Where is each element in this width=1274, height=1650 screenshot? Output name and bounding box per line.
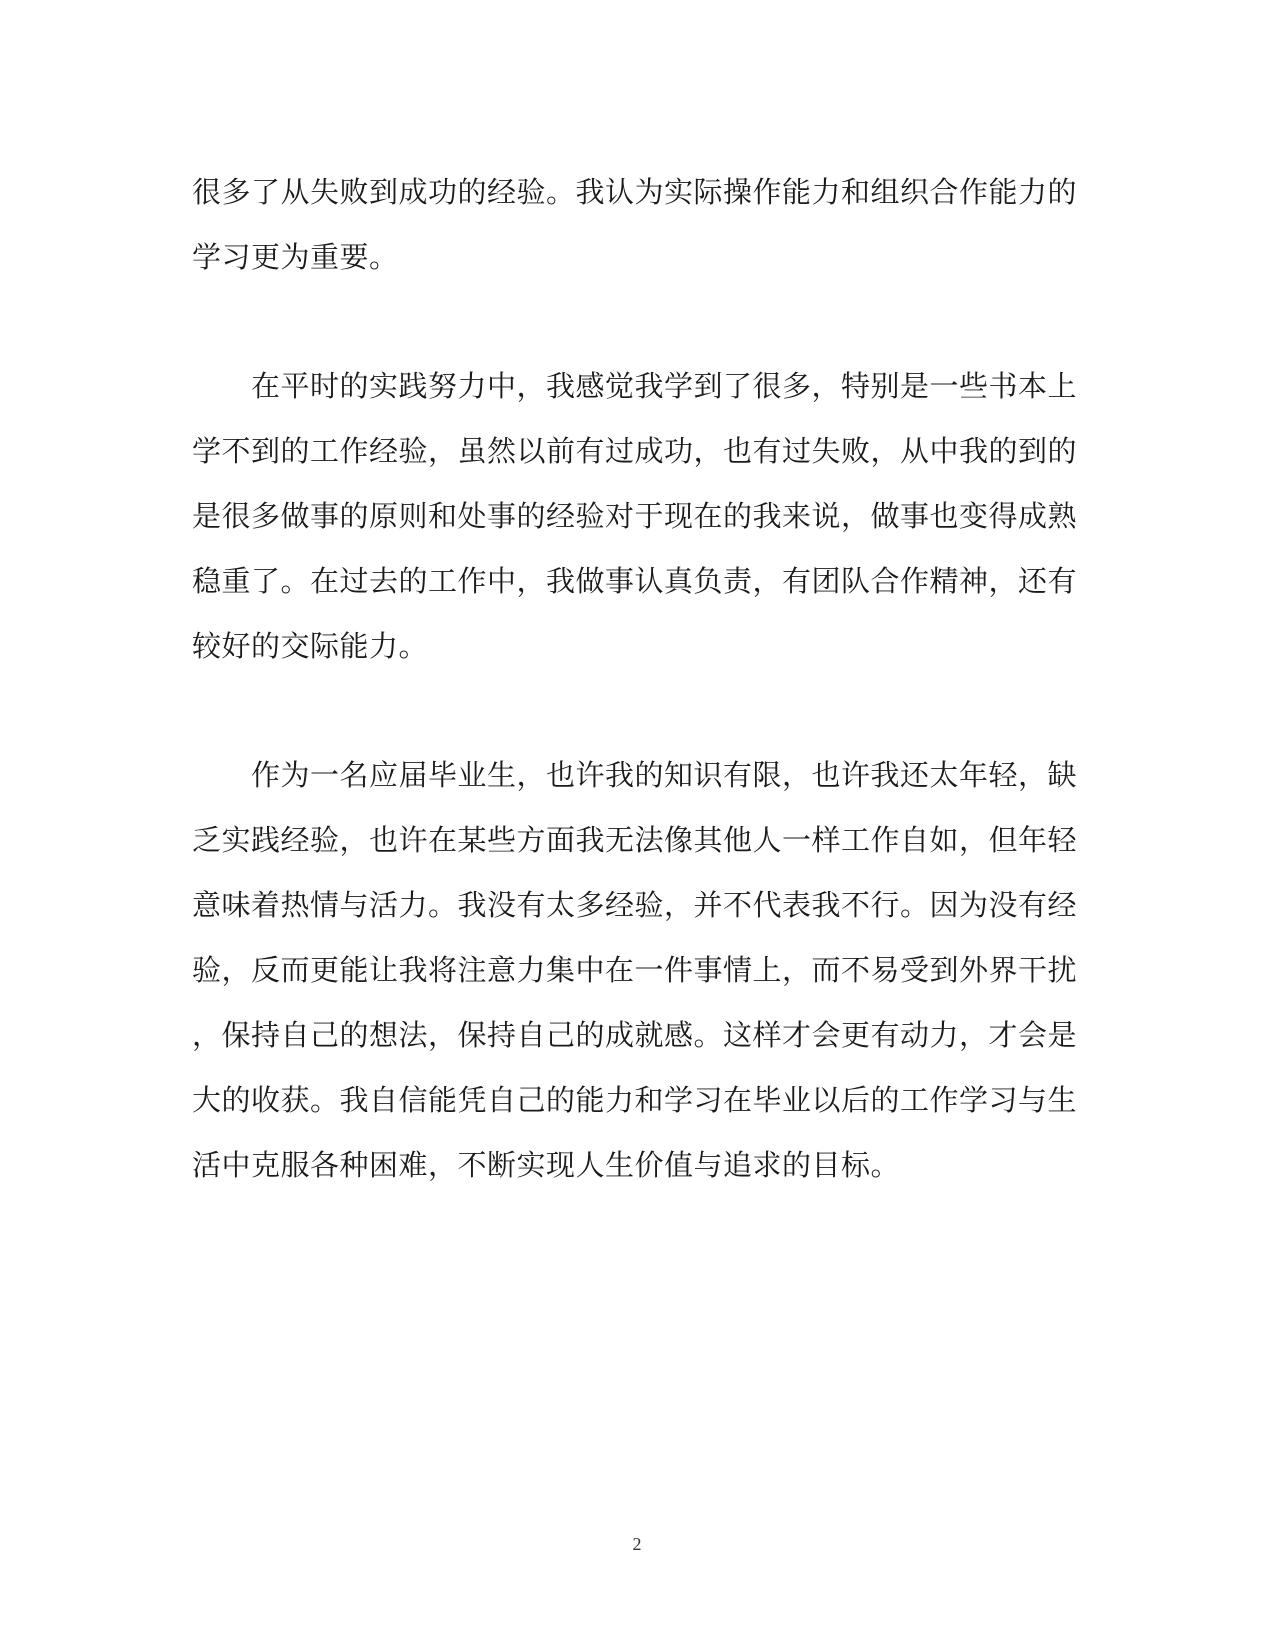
text-line: 是很多做事的原则和处事的经验对于现在的我来说，做事也变得成熟 xyxy=(192,499,1078,533)
text-line: 很多了从失败到成功的经验。我认为实际操作能力和组织合作能力的 xyxy=(192,175,1078,209)
text-line: 大的收获。我自信能凭自己的能力和学习在毕业以后的工作学习与生 xyxy=(192,1083,1078,1117)
paragraph-2 xyxy=(192,354,1078,679)
body-text xyxy=(192,160,1078,1262)
text-line: 在平时的实践努力中，我感觉我学到了很多，特别是一些书本上 xyxy=(192,369,1078,403)
text-line: ，保持自己的想法，保持自己的成就感。这样才会更有动力，才会是 xyxy=(192,1018,1078,1052)
text-line: 活中克服各种困难，不断实现人生价值与追求的目标。 xyxy=(192,1148,901,1182)
text-line: 学不到的工作经验，虽然以前有过成功，也有过失败，从中我的到的 xyxy=(192,434,1078,468)
paragraph-3 xyxy=(192,743,1078,1198)
text-line: 乏实践经验，也许在某些方面我无法像其他人一样工作自如，但年轻 xyxy=(192,823,1078,857)
text-line: 意味着热情与活力。我没有太多经验，并不代表我不行。因为没有经 xyxy=(192,888,1078,922)
text-line: 学习更为重要。 xyxy=(192,240,399,274)
text-line: 稳重了。在过去的工作中，我做事认真负责，有团队合作精神，还有 xyxy=(192,564,1078,598)
paragraph-1 xyxy=(192,160,1078,290)
page-number: 2 xyxy=(632,1534,642,1554)
text-line: 验，反而更能让我将注意力集中在一件事情上，而不易受到外界干扰 xyxy=(192,953,1078,987)
text-line: 作为一名应届毕业生，也许我的知识有限，也许我还太年轻，缺 xyxy=(192,758,1078,792)
text-line: 较好的交际能力。 xyxy=(192,629,429,663)
